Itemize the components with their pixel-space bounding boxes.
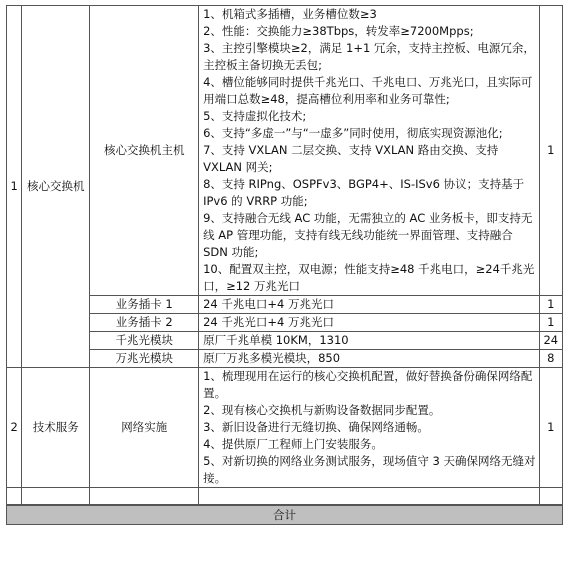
spec-line: 1、梳理现用在运行的核心交换机配置，做好替换备份确保网络配置。 bbox=[203, 369, 533, 400]
empty-row bbox=[7, 488, 563, 506]
spec-line: 8、支持 RIPng、OSPFv3、BGP4+、IS-ISv6 协议；支持基于IPv6 的 VRRP 功能; bbox=[203, 177, 525, 208]
quantity: 8 bbox=[539, 350, 562, 368]
component-name: 网络实施 bbox=[90, 368, 199, 488]
empty-cell bbox=[199, 488, 540, 506]
component-name: 千兆光模块 bbox=[90, 332, 199, 350]
spec-cell bbox=[199, 6, 540, 296]
spec-line: 5、对新切换的网络业务测试服务，现场值守 3 天确保网络无缝对接。 bbox=[203, 454, 536, 485]
spec-cell: 原厂万兆多模光模块，850 bbox=[199, 350, 540, 368]
table-row bbox=[7, 332, 563, 350]
component-name: 业务插卡 2 bbox=[90, 314, 199, 332]
spec-cell bbox=[199, 368, 540, 488]
quantity: 1 bbox=[539, 368, 562, 488]
component-name: 业务插卡 1 bbox=[90, 296, 199, 314]
spec-line: 2、现有核心交换机与新购设备数据同步配置。 bbox=[203, 403, 441, 417]
row-number: 2 bbox=[7, 368, 22, 488]
spec-line: 4、槽位能够同时提供千兆光口、千兆电口、万兆光口，且实际可用端口总数≥48，提高槽位利用率和业务可靠性; bbox=[203, 75, 533, 106]
empty-cell bbox=[7, 488, 22, 506]
spec-cell: 24 千兆电口+4 万兆光口 bbox=[199, 296, 540, 314]
table-row bbox=[7, 6, 563, 296]
spec-line: 1、机箱式多插槽，业务槽位数≥3 bbox=[203, 7, 377, 21]
item-name: 核心交换机 bbox=[22, 6, 90, 368]
total-label: 合计 bbox=[7, 505, 563, 525]
total-row bbox=[7, 505, 563, 525]
spec-line: 9、支持融合无线 AC 功能，无需独立的 AC 业务板卡，即支持无线 AP 管理功能，支持有线无线功能统一界面管理、支持融合 SDN 功能; bbox=[203, 211, 533, 259]
component-name: 万兆光模块 bbox=[90, 350, 199, 368]
table-row bbox=[7, 314, 563, 332]
spec-cell: 原厂千兆单模 10KM，1310 bbox=[199, 332, 540, 350]
table-row bbox=[7, 350, 563, 368]
spec-line: 4、提供原厂工程师上门安装服务。 bbox=[203, 437, 383, 451]
quantity: 24 bbox=[539, 332, 562, 350]
item-name: 技术服务 bbox=[22, 368, 90, 488]
component-name: 核心交换机主机 bbox=[90, 6, 199, 296]
empty-cell bbox=[539, 488, 562, 506]
quantity: 1 bbox=[539, 6, 562, 296]
row-number: 1 bbox=[7, 6, 22, 368]
quantity: 1 bbox=[539, 314, 562, 332]
procurement-table bbox=[6, 5, 563, 525]
spec-line: 3、主控引擎模块≥2，满足 1+1 冗余，支持主控板、电源冗余，主控板主备切换无丢包; bbox=[203, 41, 535, 72]
spec-line: 5、支持虚拟化技术; bbox=[203, 109, 307, 123]
spec-line: 10、配置双主控，双电源；性能支持≥48 千兆电口，≥24千兆光口，≥12 万兆光口 bbox=[203, 262, 535, 293]
spec-line: 7、支持 VXLAN 二层交换、支持 VXLAN 路由交换、支持VXLAN 网关; bbox=[203, 143, 499, 174]
quantity: 1 bbox=[539, 296, 562, 314]
spec-cell: 24 千兆光口+4 万兆光口 bbox=[199, 314, 540, 332]
spec-line: 6、支持“多虚一”与“一虚多”同时使用，彻底实现资源池化; bbox=[203, 126, 503, 140]
table-row bbox=[7, 368, 563, 488]
spec-line: 2、性能：交换能力≥38Tbps，转发率≥7200Mpps; bbox=[203, 24, 474, 38]
table-row bbox=[7, 296, 563, 314]
empty-cell bbox=[22, 488, 90, 506]
empty-cell bbox=[90, 488, 199, 506]
spec-line: 3、新旧设备进行无缝切换、确保网络通畅。 bbox=[203, 420, 429, 434]
